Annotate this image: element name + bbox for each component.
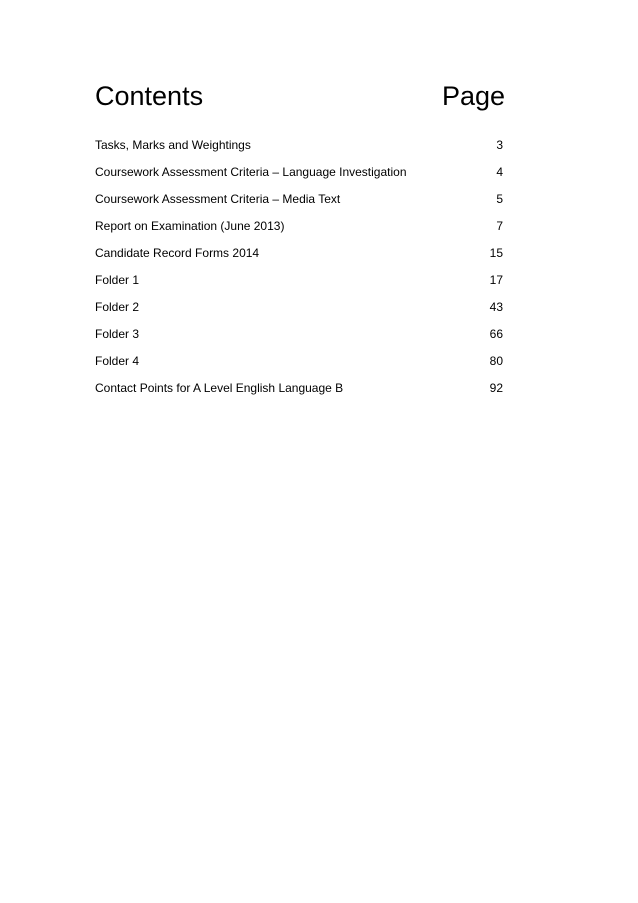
toc-entry-page: 92 [489, 381, 503, 395]
toc-entry [95, 164, 505, 191]
toc-entry-title: Contact Points for A Level English Language B [95, 381, 344, 395]
toc-entry-title: Report on Examination (June 2013) [95, 219, 285, 233]
toc-entry-title: Folder 3 [95, 327, 140, 341]
toc-entry-page: 43 [489, 300, 503, 314]
toc-entry-page: 5 [496, 192, 503, 206]
toc-entry [95, 299, 505, 326]
toc-entry-page: 17 [489, 273, 503, 287]
toc-entry [95, 272, 505, 299]
toc-entry-title: Coursework Assessment Criteria – Media Text [95, 192, 341, 206]
toc-entry-title: Candidate Record Forms 2014 [95, 246, 260, 260]
toc-entry [95, 380, 505, 407]
toc-entry [95, 191, 505, 218]
toc-entry [95, 326, 505, 353]
toc-entry [95, 245, 505, 272]
toc-entry-page: 7 [496, 219, 503, 233]
toc-entry-page: 3 [496, 138, 503, 152]
toc-entry-page: 80 [489, 354, 503, 368]
toc-entry-title: Tasks, Marks and Weightings [95, 138, 251, 152]
toc-entry-title: Folder 4 [95, 354, 140, 368]
toc-entry-page: 66 [489, 327, 503, 341]
toc-entry-title: Folder 2 [95, 300, 140, 314]
toc-entry [95, 218, 505, 245]
page-column-heading: Page [441, 81, 505, 111]
toc-entry-title: Coursework Assessment Criteria – Language Investigation [95, 165, 407, 179]
toc-entry [95, 137, 505, 164]
toc-entry-page: 4 [496, 165, 503, 179]
contents-header [95, 78, 505, 114]
toc-entry-title: Folder 1 [95, 273, 140, 287]
table-of-contents [95, 137, 505, 407]
toc-entry [95, 353, 505, 380]
toc-entry-page: 15 [489, 246, 503, 260]
page-title: Contents [95, 81, 204, 111]
